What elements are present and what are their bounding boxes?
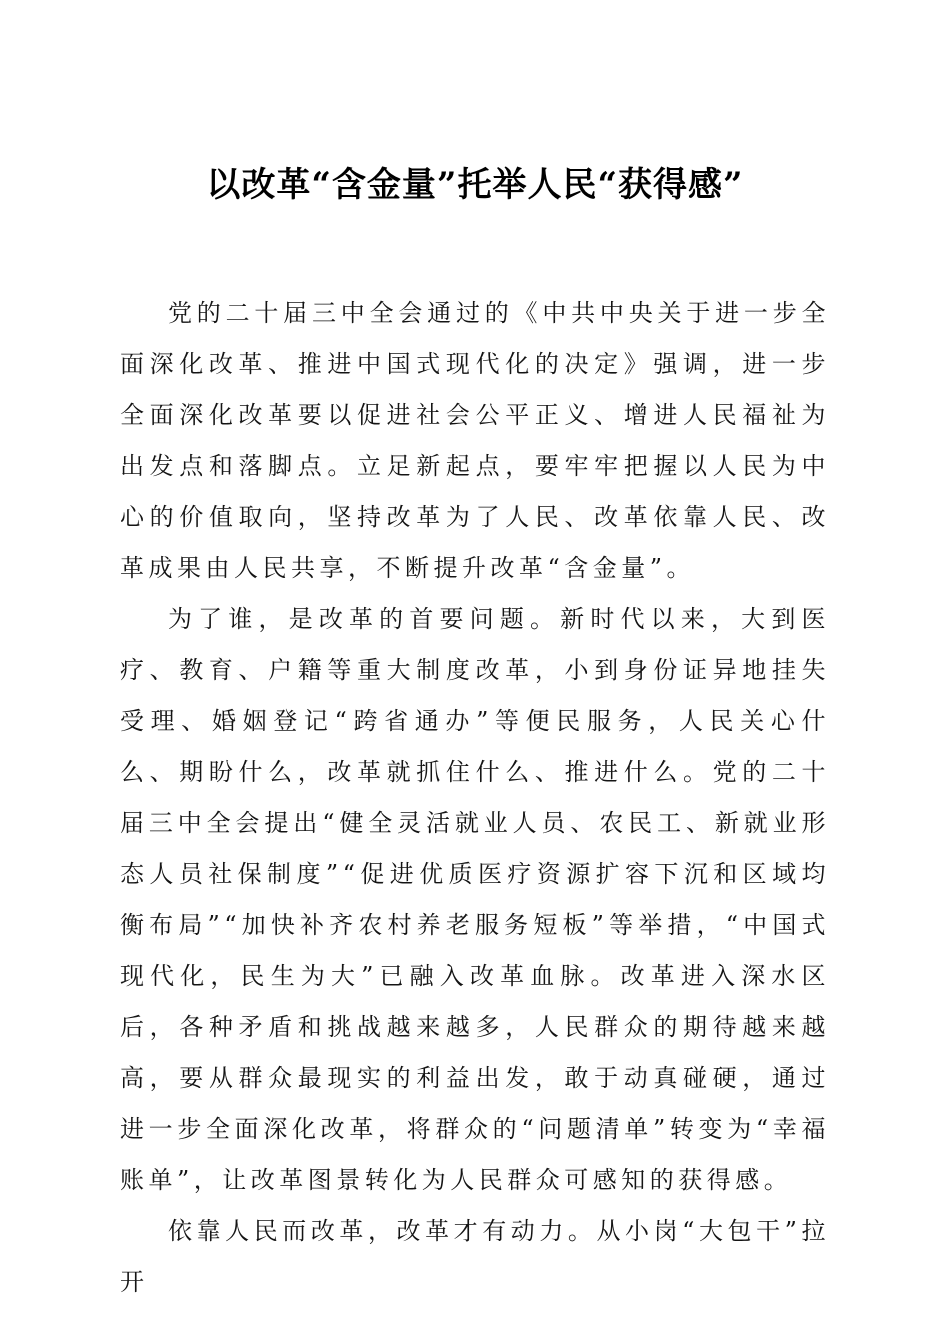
document-body	[120, 288, 830, 1308]
paragraph-3: 依靠人民而改革，改革才有动力。从小岗“大包干”拉开	[120, 1217, 830, 1296]
paragraph-1: 党的二十届三中全会通过的《中共中央关于进一步全面深化改革、推进中国式现代化的决定》强调，进一步全面深化改革要以促进社会公平正义、增进人民福祉为出发点和落脚点。立足新起点，要牢牢把握以人民为中心的价值取向，坚持改革为了人民、改革依靠人民、改革成果由人民共享，不断提升改革“含金量”。	[120, 299, 830, 582]
document-title: 以改革“含金量”托举人民“获得感”	[206, 165, 744, 205]
paragraph-2: 为了谁，是改革的首要问题。新时代以来，大到医疗、教育、户籍等重大制度改革，小到身份证异地挂失受理、婚姻登记“跨省通办”等便民服务，人民关心什么、期盼什么，改革就抓住什么、推进什么。党的二十届三中全会提出“健全灵活就业人员、农民工、新就业形态人员社保制度”“促进优质医疗资源扩容下沉和区域均衡布局”“加快补齐农村养老服务短板”等举措，“中国式现代化，民生为大”已融入改革血脉。改革进入深水区后，各种矛盾和挑战越来越多，人民群众的期待越来越高，要从群众最现实的利益出发，敢于动真碰硬，通过进一步全面深化改革，将群众的“问题清单”转变为“幸福账单”，让改革图景转化为人民群众可感知的获得感。	[120, 605, 830, 1194]
